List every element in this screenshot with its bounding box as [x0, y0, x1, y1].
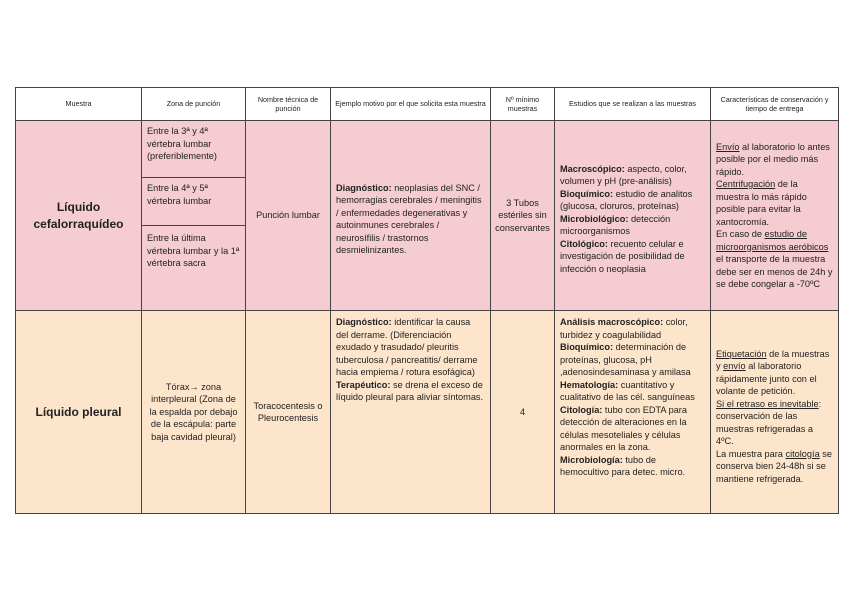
- study-text: determinación de proteínas, glucosa, pH ,adenosindesaminasa y amilasa: [560, 342, 691, 377]
- study-label: Hematología:: [560, 379, 619, 390]
- label-diagnostico: Diagnóstico:: [336, 182, 392, 193]
- underlined-term: estudio de microorganismos aeróbicos: [716, 229, 829, 252]
- note-text: el transporte de la muestra debe ser en menos de 24h y se debe congelar a -70ºC: [716, 254, 833, 289]
- study-label: Análisis macroscópico:: [560, 317, 664, 327]
- zone-option: Entre la última vértebra lumbar y la 1ª vértebra sacra: [142, 225, 245, 310]
- technique-name: Punción lumbar: [246, 121, 331, 311]
- studies-list: [555, 311, 711, 514]
- study-text: aspecto, color, volumen y pH (pre-análisis): [560, 163, 687, 187]
- underlined-term: envío: [723, 361, 746, 372]
- study-text: color, turbidez y coagulabilidad: [560, 317, 688, 340]
- zone-option: Entre la 4ª y 5ª vértebra lumbar: [142, 177, 245, 225]
- underlined-term: Etiquetación: [716, 348, 767, 359]
- example-text: neoplasias del SNC / hemorragias cerebrales / meningitis / enfermedades degenerativas y autoinmunes cerebrales / neurosífilis / trastornos desmielinizantes.: [336, 182, 482, 255]
- header-minimo: Nº mínimo muestras: [491, 88, 555, 121]
- study-text: estudio de analitos (glucosa, cloruros, proteínas): [560, 188, 693, 212]
- zone-cell: Tórax→ zona interpleural (Zona de la espalda por debajo de la escápula: parte baja cavidad pleural): [142, 311, 246, 514]
- sample-name: Líquido pleural: [16, 311, 142, 514]
- label-diagnostico: Diagnóstico:: [336, 317, 392, 327]
- sample-name: Líquido cefalorraquídeo: [16, 121, 142, 311]
- header-zona: Zona de punción: [142, 88, 246, 121]
- example-text: identificar la causa del derrame. (Diferenciación exudado y trasudado/ pleuritis tuberculosa / pancreatitis/ derrame hacia empiema / rotura esofágica): [336, 317, 478, 377]
- table-row-lcr: [16, 121, 839, 311]
- study-label: Bioquímico:: [560, 188, 614, 199]
- table-row-pleural: [16, 311, 839, 514]
- study-text: tubo de hemocultivo para detec. micro.: [560, 454, 686, 477]
- zone-option: Entre la 3ª y 4ª vértebra lumbar (preferiblemente): [147, 126, 217, 161]
- note-text: al laboratorio lo antes posible por el medio más rápido.: [716, 141, 830, 177]
- example-reason: [331, 311, 491, 514]
- study-label: Bioquímico:: [560, 342, 614, 352]
- min-samples: 3 Tubos estériles sin conservantes: [491, 121, 555, 311]
- note-text: se conserva bien 24-48h si se mantiene refrigerada.: [716, 448, 832, 484]
- conservation-notes: [711, 311, 839, 514]
- study-text: tubo con EDTA para detección de alteraciones en la células mesoteliales y células anormales en la zona.: [560, 404, 687, 452]
- header-ejemplo: Ejemplo motivo por el que solicita esta muestra: [331, 88, 491, 121]
- note-text: de la muestra lo más rápido posible para evitar la xantocromía.: [716, 179, 807, 227]
- underlined-term: Si el retraso es inevitable: [716, 398, 819, 409]
- study-text: detección microorganismos: [560, 213, 671, 237]
- header-estudios: Estudios que se realizan a las muestras: [555, 88, 711, 121]
- study-label: Microbiología:: [560, 454, 623, 465]
- note-text: En caso de: [716, 229, 765, 239]
- header-nombre: Nombre técnica de punción: [246, 88, 331, 121]
- note-text: al laboratorio rápidamente junto con el volante de petición.: [716, 361, 817, 397]
- min-samples: 4: [491, 311, 555, 514]
- study-label: Citológico:: [560, 238, 608, 249]
- conservation-notes: [711, 121, 839, 311]
- study-label: Citología:: [560, 404, 603, 415]
- study-text: cuantitativo y cualitativo de las cél. sanguíneas: [560, 379, 695, 402]
- study-label: Macroscópico:: [560, 163, 625, 174]
- underlined-term: citología: [785, 448, 820, 459]
- underlined-term: Centrifugación: [716, 179, 776, 189]
- note-text: La muestra para: [716, 448, 786, 459]
- studies-list: [555, 121, 711, 311]
- example-text: se drena el exceso de líquido pleural para aliviar síntomas.: [336, 379, 484, 402]
- note-text: : conservación de las muestras refrigeradas a 4ºC.: [716, 398, 822, 447]
- technique-name: Toracocentesis o Pleurocentesis: [246, 311, 331, 514]
- sample-table: [15, 87, 839, 514]
- zone-cell: [142, 121, 246, 311]
- study-text: recuento celular e investigación de posibilidad de infección o neoplasia: [560, 238, 685, 274]
- underlined-term: Envío: [716, 141, 740, 152]
- header-row: [16, 88, 839, 121]
- example-reason: [331, 121, 491, 311]
- study-label: Microbiológico:: [560, 213, 629, 224]
- label-terapeutico: Terapéutico:: [336, 379, 391, 390]
- header-caracteristicas: Características de conservación y tiempo de entrega: [711, 88, 839, 121]
- note-text: de la muestras y: [716, 348, 830, 372]
- header-muestra: Muestra: [16, 88, 142, 121]
